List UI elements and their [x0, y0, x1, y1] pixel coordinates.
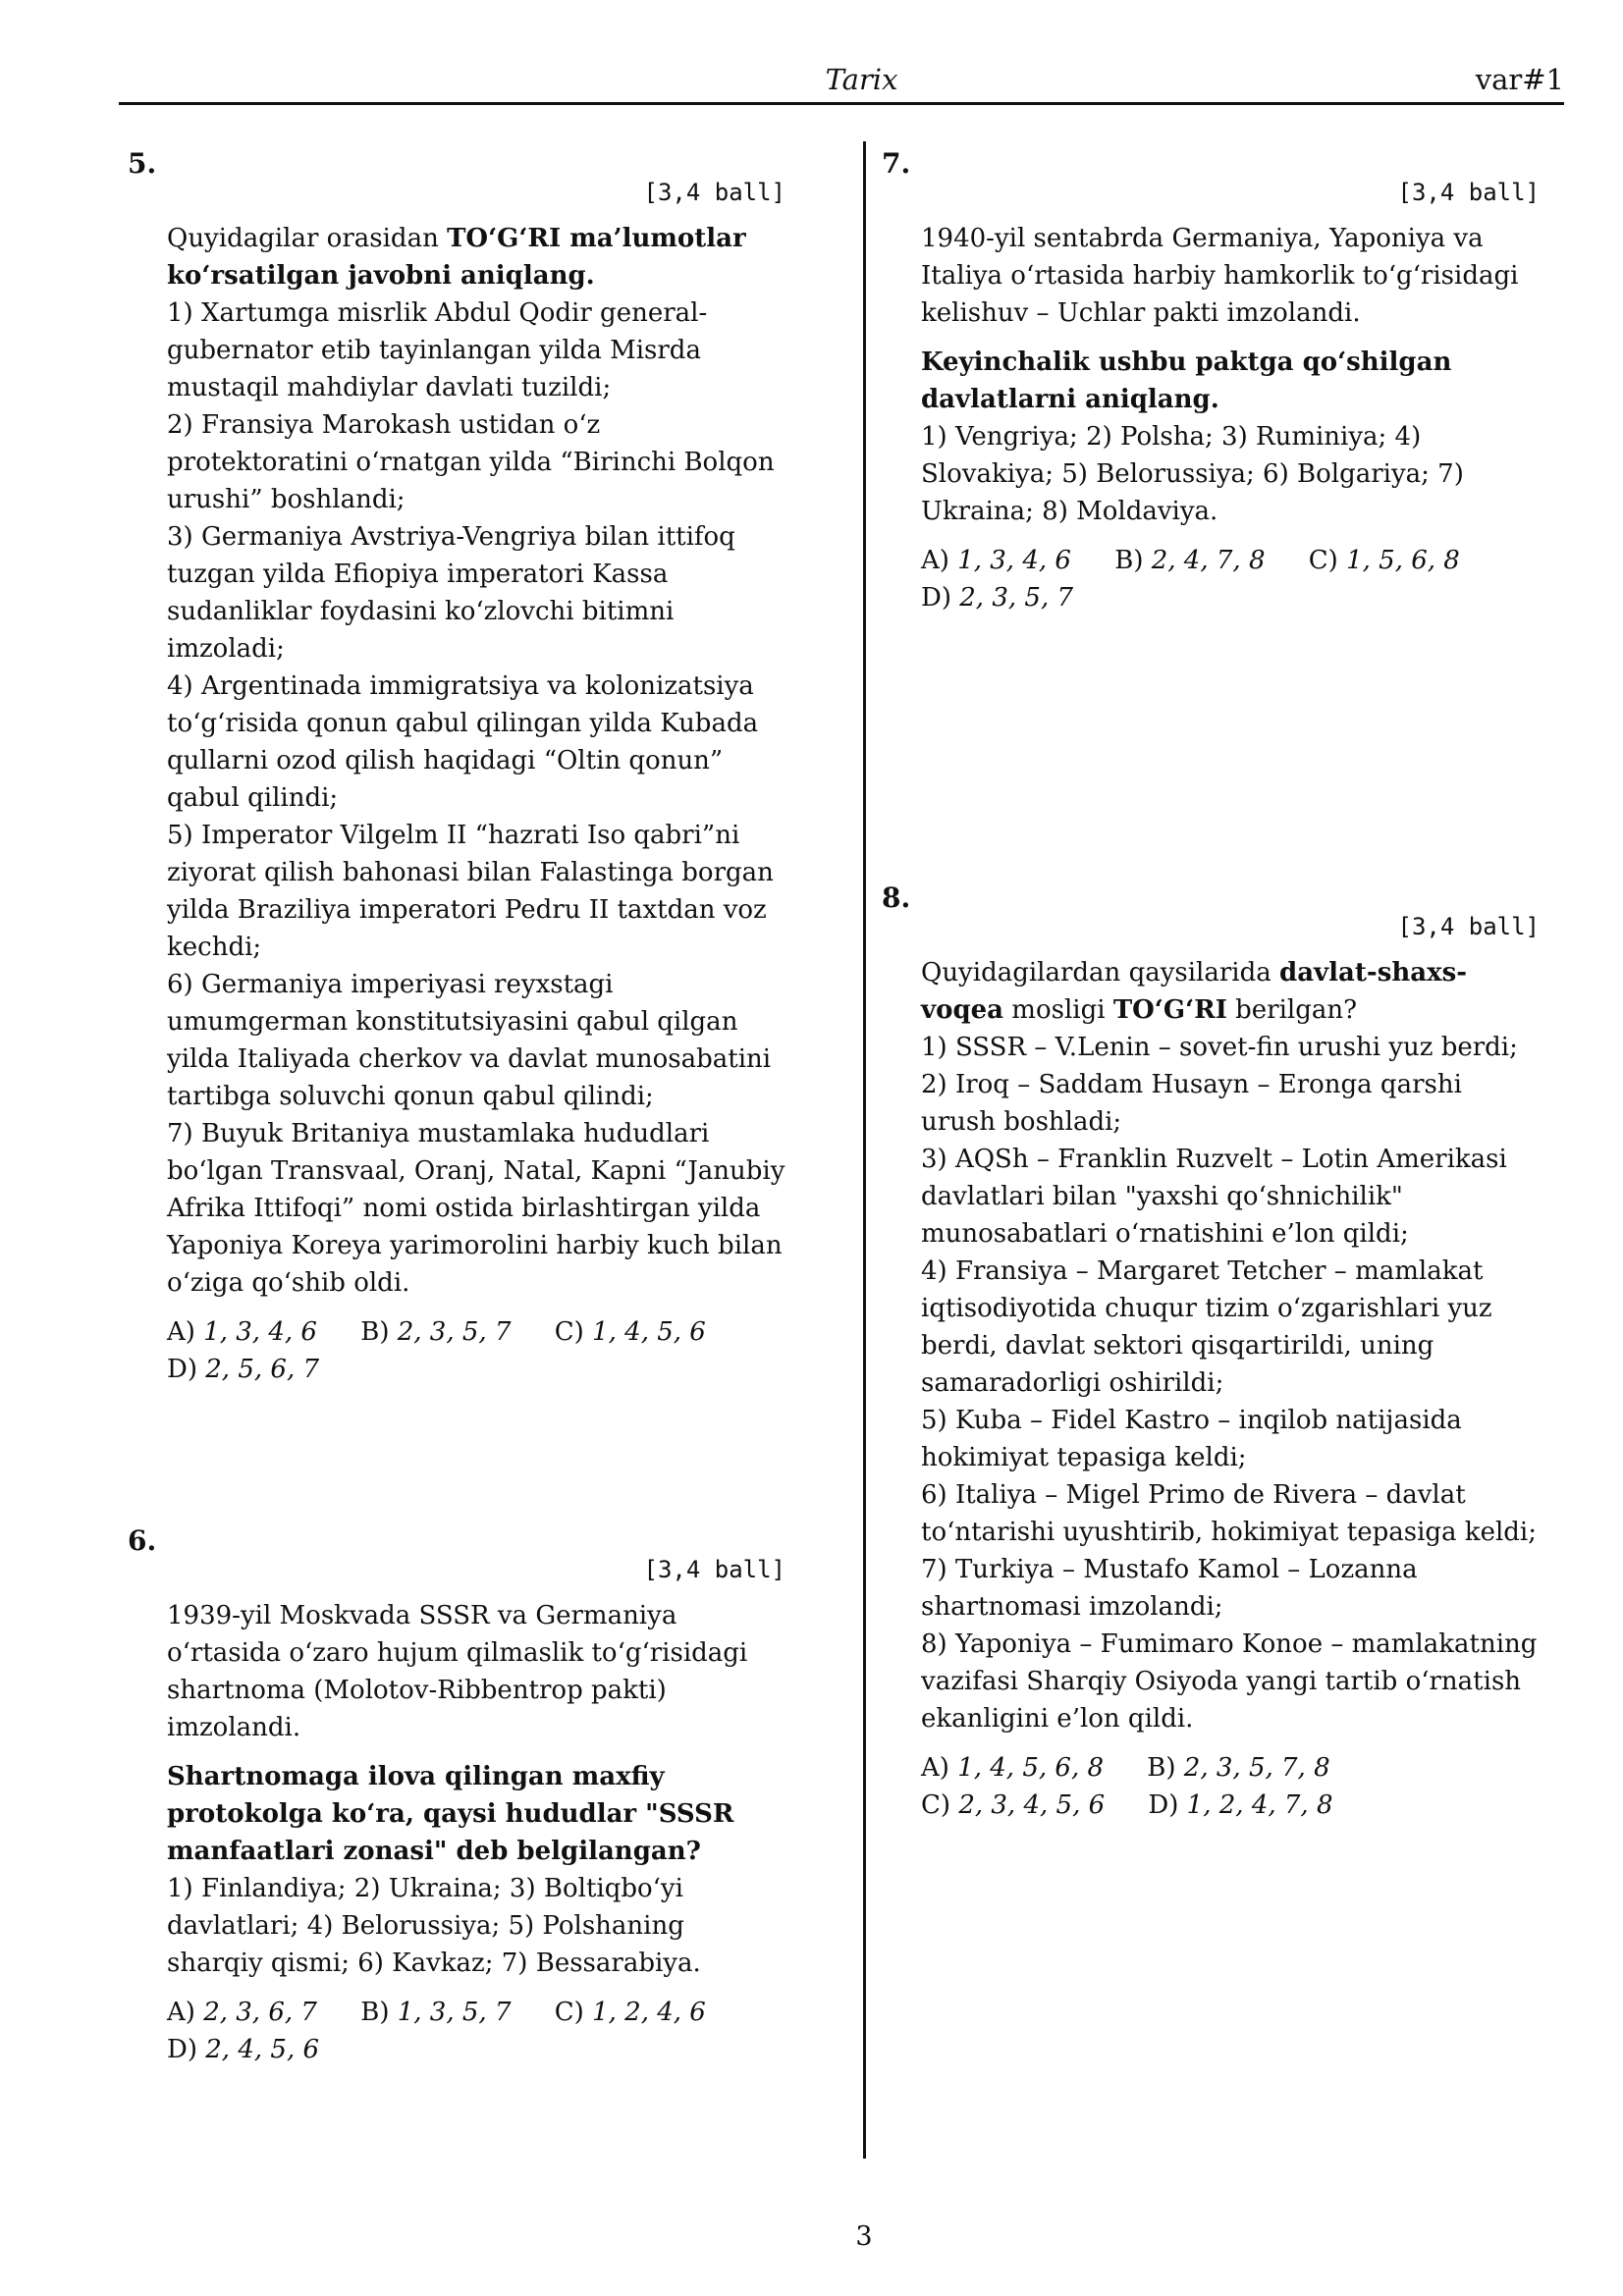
answer-option-d[interactable] [167, 2035, 319, 2064]
statement-item: 5) Imperator Vilgelm II “hazrati Iso qabri”ni ziyorat qilish bahonasi bilan Falastinga borgan yilda Braziliya imperatori Pedru II taxtdan voz kechdi; [167, 821, 774, 962]
answer-option-c[interactable] [1309, 546, 1460, 575]
option-label: A) [921, 1753, 949, 1783]
option-value: 1, 5, 6, 8 [1346, 546, 1460, 575]
column-divider [863, 141, 866, 2159]
option-label: C) [921, 1790, 951, 1820]
intro-text: mosligi [1003, 995, 1113, 1025]
statement-item: 1) Xartumga misrlik Abdul Qodir general-gubernator etib tayinlangan yilda Misrda mustaqil mahdiylar davlati tuzildi; [167, 298, 708, 402]
answer-option-a[interactable] [921, 546, 1071, 575]
question-number: 7. [882, 147, 911, 180]
statement-item: 4) Fransiya – Margaret Tetcher – mamlakat iqtisodiyotida chuqur tizim o‘zgarishlari yuz berdi, davlat sektori qisqartirildi, uning samaradorligi oshirildi; [921, 1256, 1492, 1398]
option-value: 2, 4, 7, 8 [1151, 546, 1266, 575]
answer-options-row [921, 542, 1540, 579]
header-rule [119, 102, 1564, 105]
statement-item: 2) Iroq – Saddam Husayn – Eronga qarshi urush boshladi; [921, 1070, 1462, 1137]
option-label: A) [921, 546, 949, 575]
option-label: D) [167, 1355, 197, 1384]
question-body [921, 220, 1540, 616]
answer-options-row [921, 579, 1540, 616]
option-value: 2, 5, 6, 7 [205, 1355, 320, 1384]
answer-option-b[interactable] [1147, 1753, 1329, 1783]
statement-item: 3) Germaniya Avstriya-Vengriya bilan ittifoq tuzgan yilda Efiopiya imperatori Kassa sudanliklar foydasini ko‘zlovchi bitimni imzoladi; [167, 522, 735, 664]
question-8 [882, 881, 1540, 1961]
answer-option-d[interactable] [167, 1355, 319, 1384]
question-body [167, 220, 785, 1388]
question-prompt: Shartnomaga ilova qilingan maxfiy protokolga ko‘ra, qaysi hududlar "SSSR manfaatlari zonasi" deb belgilangan? [167, 1762, 734, 1866]
choice-list: 1) Finlandiya; 2) Ukraina; 3) Boltiqbo‘yi davlatlari; 4) Belorussiya; 5) Polshaning sharqiy qismi; 6) Kavkaz; 7) Bessarabiya. [167, 1874, 701, 1978]
answer-option-a[interactable] [167, 1998, 317, 2027]
option-value: 1, 4, 5, 6, 8 [957, 1753, 1105, 1783]
answer-option-a[interactable] [167, 1317, 317, 1347]
option-label: B) [1147, 1753, 1176, 1783]
statement-item: 4) Argentinada immigratsiya va kolonizatsiya to‘g‘risida qonun qabul qilingan yilda Kubada qullarni ozod qilish haqidagi “Oltin qonun” qabul qilindi; [167, 671, 759, 813]
question-score: [3,4 ball] [1397, 913, 1540, 940]
page-number: 3 [855, 2221, 873, 2252]
option-value: 2, 3, 5, 7 [959, 583, 1074, 613]
option-value: 2, 3, 5, 7, 8 [1183, 1753, 1330, 1783]
option-value: 2, 4, 5, 6 [205, 2035, 320, 2064]
question-score: [3,4 ball] [1397, 179, 1540, 206]
answer-option-a[interactable] [921, 1753, 1104, 1783]
question-prompt: Keyinchalik ushbu paktga qo‘shilgan davlatlarni aniqlang. [921, 347, 1452, 414]
option-value: 1, 4, 5, 6 [592, 1317, 706, 1347]
option-value: 1, 2, 4, 6 [592, 1998, 706, 2027]
option-label: D) [167, 2035, 197, 2064]
option-label: B) [360, 1998, 390, 2027]
answer-options-row [167, 2031, 785, 2068]
option-value: 2, 3, 5, 7 [397, 1317, 512, 1347]
option-label: A) [167, 1998, 195, 2027]
option-value: 1, 3, 4, 6 [203, 1317, 317, 1347]
question-body [921, 954, 1540, 1824]
intro-emphasis: davlat-shaxs-voqea [921, 958, 1468, 1025]
answer-option-c[interactable] [921, 1790, 1105, 1820]
question-6 [128, 1524, 785, 2074]
intro-text: berilgan? [1226, 995, 1358, 1025]
answer-option-c[interactable] [555, 1317, 706, 1347]
statement-item: 7) Buyuk Britaniya mustamlaka hududlari bo‘lgan Transvaal, Oranj, Natal, Kapni “Janubiy Afrika Ittifoqi” nomi ostida birlashtirgan yilda Yaponiya Koreya yarimorolini harbiy kuch bilan o‘ziga qo‘shib oldi. [167, 1119, 785, 1298]
intro-emphasis: TO‘G‘RI [1112, 995, 1227, 1025]
answer-option-b[interactable] [360, 1998, 511, 2027]
option-value: 2, 3, 4, 5, 6 [958, 1790, 1106, 1820]
option-value: 1, 3, 5, 7 [397, 1998, 512, 2027]
statement-item: 5) Kuba – Fidel Kastro – inqilob natijasida hokimiyat tepasiga keldi; [921, 1406, 1462, 1472]
intro-text: Quyidagilardan qaysilarida [921, 958, 1280, 988]
question-score: [3,4 ball] [643, 179, 785, 206]
option-value: 2, 3, 6, 7 [203, 1998, 317, 2027]
answer-option-d[interactable] [1148, 1790, 1332, 1820]
option-label: A) [167, 1317, 195, 1347]
question-7 [882, 147, 1540, 736]
question-number: 5. [128, 147, 157, 180]
statement-item: 3) AQSh – Franklin Ruzvelt – Lotin Amerikasi davlatlari bilan "yaxshi qo‘shnichilik" munosabatlari o‘rnatishini e’lon qildi; [921, 1145, 1507, 1249]
answer-options-row [167, 1313, 785, 1351]
answer-option-b[interactable] [360, 1317, 511, 1347]
option-label: D) [921, 583, 951, 613]
option-value: 1, 2, 4, 7, 8 [1186, 1790, 1333, 1820]
statement-item: 1) SSSR – V.Lenin – sovet-fin urushi yuz berdi; [921, 1033, 1518, 1062]
question-text: 1939-yil Moskvada SSSR va Germaniya o‘rtasida o‘zaro hujum qilmaslik to‘g‘risidagi shartnoma (Molotov-Ribbentrop pakti) imzolandi. [167, 1601, 748, 1742]
question-5 [128, 147, 785, 1423]
question-number: 6. [128, 1524, 157, 1557]
question-intro [921, 954, 1540, 1029]
answer-option-b[interactable] [1114, 546, 1265, 575]
answer-options-row [921, 1787, 1540, 1824]
statement-item: 6) Germaniya imperiyasi reyxstagi umumgerman konstitutsiyasini qabul qilgan yilda Italiyada cherkov va davlat munosabatini tartibga soluvchi qonun qabul qilindi; [167, 970, 772, 1111]
question-number: 8. [882, 881, 911, 914]
question-text: 1940-yil sentabrda Germaniya, Yaponiya va Italiya o‘rtasida harbiy hamkorlik to‘g‘risidagi kelishuv – Uchlar pakti imzolandi. [921, 224, 1519, 328]
option-label: B) [360, 1317, 390, 1347]
option-label: B) [1114, 546, 1144, 575]
choice-list: 1) Vengriya; 2) Polsha; 3) Ruminiya; 4) Slovakiya; 5) Belorussiya; 6) Bolgariya; 7) Ukraina; 8) Moldaviya. [921, 422, 1464, 526]
option-label: C) [1308, 546, 1338, 575]
intro-text: Quyidagilar orasidan [167, 224, 448, 253]
answer-options-row [921, 1749, 1540, 1787]
statement-item: 2) Fransiya Marokash ustidan o‘z protektoratini o‘rnatgan yilda “Birinchi Bolqon urushi” boshlandi; [167, 410, 775, 514]
intro-emphasis: TO‘G‘RI ma’lumotlar ko‘rsatilgan javobni aniqlang. [167, 224, 746, 291]
answer-options-row [167, 1351, 785, 1388]
statement-item: 8) Yaponiya – Fumimaro Konoe – mamlakatning vazifasi Sharqiy Osiyoda yangi tartib o‘rnatish ekanligini e’lon qildi. [921, 1629, 1538, 1734]
question-body [167, 1597, 785, 2068]
answer-option-c[interactable] [555, 1998, 706, 2027]
header-subject: Tarix [825, 63, 898, 96]
option-label: D) [1148, 1790, 1179, 1820]
question-score: [3,4 ball] [643, 1556, 785, 1583]
answer-options-row [167, 1994, 785, 2031]
option-value: 1, 3, 4, 6 [957, 546, 1071, 575]
option-label: C) [554, 1998, 584, 2027]
answer-option-d[interactable] [921, 583, 1073, 613]
option-label: C) [554, 1317, 584, 1347]
statement-item: 7) Turkiya – Mustafo Kamol – Lozanna shartnomasi imzolandi; [921, 1555, 1418, 1622]
question-intro [167, 220, 785, 294]
statement-item: 6) Italiya – Migel Primo de Rivera – davlat to‘ntarishi uyushtirib, hokimiyat tepasiga keldi; [921, 1480, 1537, 1547]
header-variant: var#1 [1475, 63, 1564, 96]
